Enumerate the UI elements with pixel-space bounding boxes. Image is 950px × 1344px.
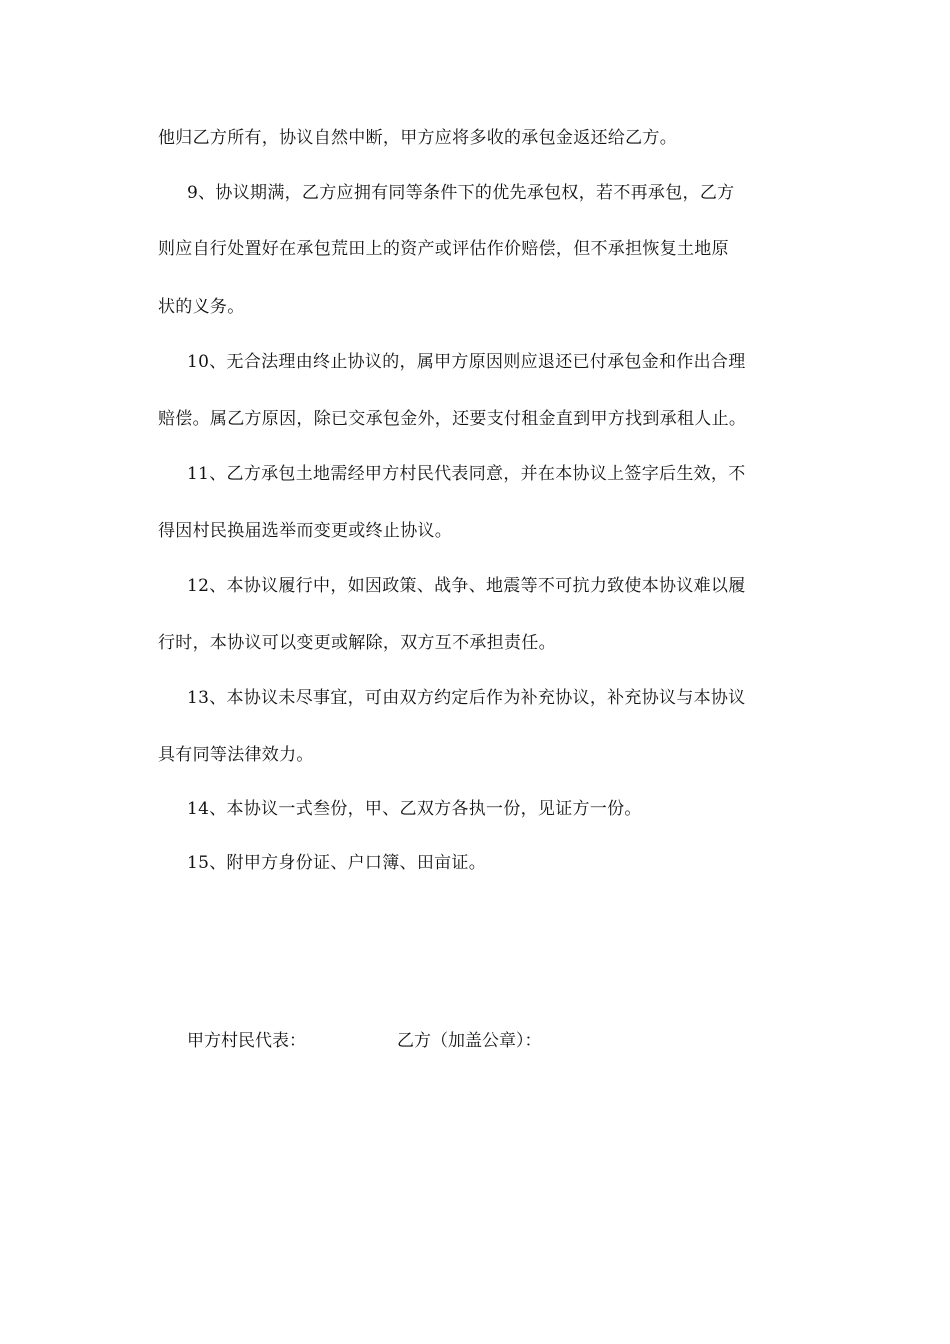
clause-13-line-2: 具有同等法律效力。 — [158, 745, 314, 765]
clause-9-line-1: 9、协议期满，乙方应拥有同等条件下的优先承包权，若不再承包，乙方 — [187, 183, 735, 203]
clause-9-line-2: 则应自行处置好在承包荒田上的资产或评估作价赔偿，但不承担恢复土地原 — [158, 239, 729, 259]
clause-14-line: 14、本协议一式叁份，甲、乙双方各执一份，见证方一份。 — [187, 799, 642, 819]
party-a-signature-label: 甲方村民代表： — [187, 1031, 306, 1051]
clause-12-line-1: 12、本协议履行中，如因政策、战争、地震等不可抗力致使本协议难以履 — [187, 576, 746, 596]
clause-12-line-2: 行时，本协议可以变更或解除，双方互不承担责任。 — [158, 633, 556, 653]
text-line-1: 他归乙方所有，协议自然中断，甲方应将多收的承包金返还给乙方。 — [158, 128, 677, 148]
clause-13-line-1: 13、本协议未尽事宜，可由双方约定后作为补充协议，补充协议与本协议 — [187, 688, 746, 708]
clause-15-line: 15、附甲方身份证、户口簿、田亩证。 — [187, 853, 487, 873]
clause-10-line-2: 赔偿。属乙方原因，除已交承包金外，还要支付租金直到甲方找到承租人止。 — [158, 409, 747, 429]
clause-9-line-3: 状的义务。 — [158, 297, 245, 317]
party-b-signature-label: 乙方（加盖公章）： — [397, 1031, 542, 1051]
clause-11-line-1: 11、乙方承包土地需经甲方村民代表同意，并在本协议上签字后生效，不 — [187, 464, 746, 484]
clause-11-line-2: 得因村民换届选举而变更或终止协议。 — [158, 521, 453, 541]
clause-10-line-1: 10、无合法理由终止协议的，属甲方原因则应退还已付承包金和作出合理 — [187, 352, 746, 372]
